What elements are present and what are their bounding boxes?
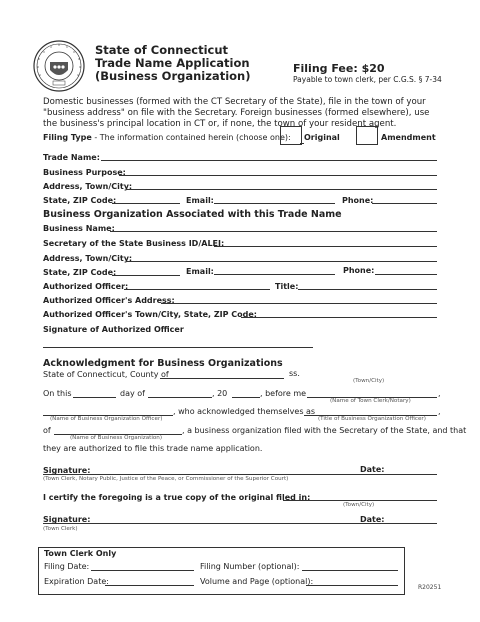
signature2-label: Signature: (43, 515, 91, 524)
before-me-label: , before me (260, 389, 307, 398)
certify-label: I certify the foregoing is a true copy of the original filed in: (43, 493, 311, 502)
original-label: Original (304, 133, 340, 142)
intro-text: Domestic businesses (formed with the CT Secretary of the State), file in the town of your "business address" on file with the Secretary. Foreign businesses (formed elsewhere), use the business's principal location in CT or, if none, the town of your resident agent. (43, 97, 430, 129)
filing-type-note: - The information contained herein (choose one): (91, 133, 291, 142)
on-this-label: On this (43, 389, 72, 398)
address-label: Address, Town/City: (43, 182, 133, 191)
clerk-notary-caption: (Name of Town Clerk/Notary) (330, 398, 411, 404)
officer-label: Authorized Officer: (43, 282, 129, 291)
org-phone-label: Phone: (343, 266, 375, 275)
form-title (95, 44, 250, 83)
ss-label: ss. (289, 369, 300, 378)
org-section-heading: Business Organization Associated with this Trade Name (43, 209, 342, 220)
authorized-text: they are authorized to file this trade name application. (43, 444, 263, 453)
filing-number-field[interactable] (302, 570, 398, 571)
org-state-zip-field[interactable] (112, 275, 180, 276)
date2-label: Date: (360, 515, 385, 524)
officer-town-field[interactable] (241, 317, 437, 318)
filing-fee: Filing Fee: $20 (293, 62, 385, 75)
business-purpose-field[interactable] (119, 175, 437, 176)
email-label: Email: (186, 196, 214, 205)
phone-field[interactable] (372, 203, 437, 204)
state-zip-field[interactable] (112, 203, 180, 204)
day-of-label: day of (120, 389, 145, 398)
filing-date-field[interactable] (91, 570, 194, 571)
filing-date-label: Filing Date: (44, 562, 90, 571)
month-field[interactable] (148, 397, 212, 398)
county-field[interactable] (160, 378, 284, 379)
certify-caption: (Town/City) (343, 502, 375, 508)
officer-signature-label: Signature of Authorized Officer (43, 325, 184, 334)
org-email-label: Email: (186, 267, 214, 276)
officer-field[interactable] (124, 289, 270, 290)
title-line-3: (Business Organization) (95, 69, 251, 83)
business-purpose-label: Business Purpose: (43, 168, 126, 177)
org-address-label: Address, Town/City: (43, 254, 133, 263)
officer-signature-line[interactable] (43, 347, 313, 348)
org-name-caption: (Name of Business Organization) (70, 435, 163, 441)
officer-town-label: Authorized Officer's Town/City, State, ZIP Code: (43, 310, 257, 319)
year-prefix-label: , 20 (212, 389, 228, 398)
org-email-field[interactable] (214, 274, 335, 275)
filing-type-title: Filing Type (43, 133, 92, 142)
signature-label: Signature: (43, 466, 91, 475)
original-underline (300, 143, 304, 144)
date-label: Date: (360, 465, 385, 474)
title-line-1: State of Connecticut (95, 43, 229, 57)
clerk-box-heading: Town Clerk Only (44, 549, 117, 558)
expiration-date-field[interactable] (105, 585, 194, 586)
officer-name-caption: (Name of Business Organization Officer) (50, 416, 163, 422)
business-name-label: Business Name: (43, 224, 115, 233)
org-address-field[interactable] (126, 261, 437, 262)
certify-town-field[interactable] (283, 500, 437, 501)
day-field[interactable] (73, 397, 116, 398)
trade-name-label: Trade Name: (43, 153, 100, 162)
comma-1: , (438, 389, 441, 398)
original-checkbox[interactable] (280, 126, 302, 145)
signature-caption: (Town Clerk, Notary Public, Justice of the Peace, or Commissioner of the Superior Court) (43, 476, 289, 482)
business-name-field[interactable] (110, 231, 437, 232)
email-field[interactable] (214, 203, 335, 204)
form-code: R20251 (418, 584, 442, 591)
signature-field[interactable] (43, 474, 437, 475)
expiration-date-label: Expiration Date: (44, 577, 109, 586)
volume-page-label: Volume and Page (optional): (200, 577, 314, 586)
state-zip-label: State, ZIP Code: (43, 196, 117, 205)
filing-type-label (43, 133, 291, 142)
fee-note: Payable to town clerk, per C.G.S. § 7-34 (293, 75, 442, 84)
comma-2: , (438, 407, 441, 416)
amendment-checkbox[interactable] (356, 126, 378, 145)
officer-title-caption: (Title of Business Organization Officer) (318, 416, 426, 422)
state-seal-logo (33, 40, 85, 92)
officer-address-label: Authorized Officer's Address: (43, 296, 175, 305)
of-label: of (43, 426, 51, 435)
volume-page-field[interactable] (306, 585, 398, 586)
town-city-caption: (Town/City) (353, 378, 385, 384)
org-state-zip-label: State, ZIP Code: (43, 268, 117, 277)
amendment-label: Amendment (381, 133, 436, 142)
org-phone-field[interactable] (375, 274, 437, 275)
phone-label: Phone: (342, 196, 374, 205)
town-clerk-caption: (Town Clerk) (43, 526, 78, 532)
title-line-2: Trade Name Application (95, 56, 250, 70)
who-ack-label: , who acknowledged themselves as (173, 407, 316, 416)
sos-id-label: Secretary of the State Business ID/ALEI: (43, 239, 225, 248)
filing-number-label: Filing Number (optional): (200, 562, 300, 571)
sos-id-field[interactable] (214, 246, 437, 247)
officer-title-label: Title: (275, 282, 299, 291)
of-rest-text: , a business organization filed with the Secretary of the State, and that (182, 426, 467, 435)
trade-name-field[interactable] (101, 160, 437, 161)
state-county-label: State of Connecticut, County of (43, 370, 169, 379)
officer-title-field[interactable] (298, 289, 437, 290)
address-field[interactable] (126, 189, 437, 190)
year-field[interactable] (232, 397, 260, 398)
officer-address-field[interactable] (161, 303, 437, 304)
ack-heading: Acknowledgment for Business Organizations (43, 358, 283, 369)
